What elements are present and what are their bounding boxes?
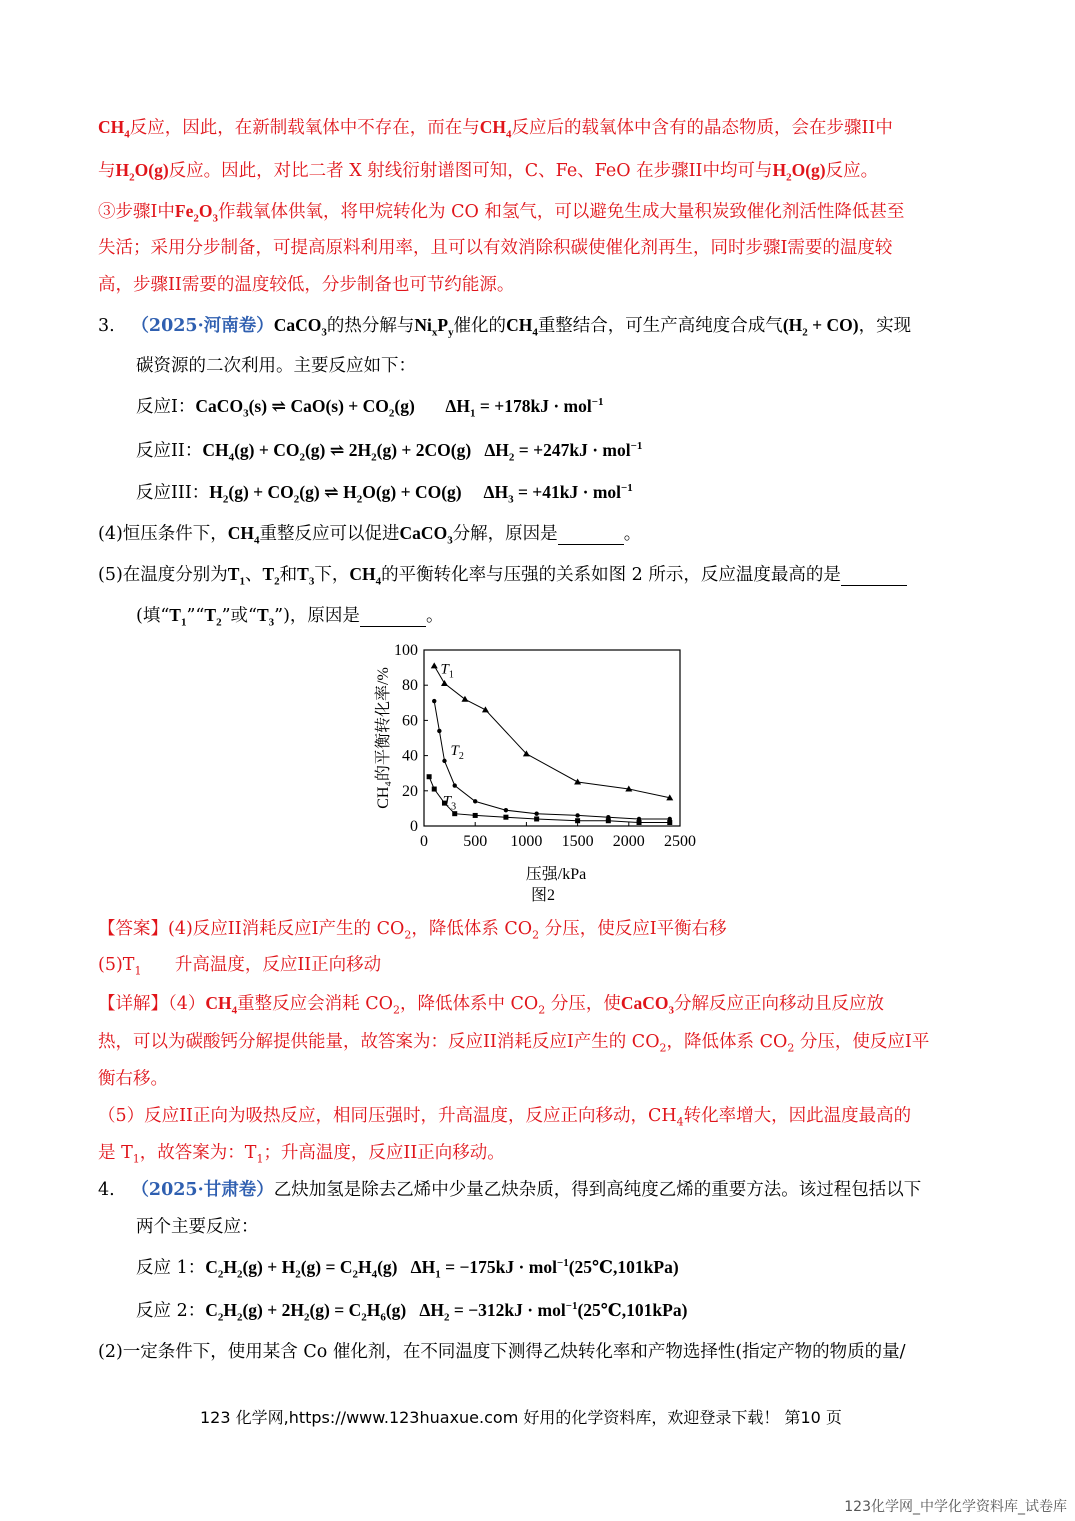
q4-reaction-1: 反应 1：$C_2H_2(g) + H_2(g) = C_2H_4(g) \Delta H_1 = -175kJ$ · mol$^{-1}$(25℃,101kPa) xyxy=(136,1257,679,1281)
data-point-T2 xyxy=(534,811,538,815)
data-point-T3 xyxy=(503,815,508,820)
data-point-T1 xyxy=(574,779,581,785)
y-tick-label: 40 xyxy=(402,747,418,765)
analysis-line-5: 高，步骤II需要的温度较低，分步制备也可节约能源。 xyxy=(98,275,515,295)
answer-line-1: 【答案】(4)反应II消耗反应I产生的 $CO_2$，降低体系 $CO_2$ 分压，使反应I平衡右移 xyxy=(98,919,727,942)
series-label-T2: $T_2$ xyxy=(450,742,464,762)
q4-line-2: 两个主要反应： xyxy=(136,1217,259,1237)
series-line-T1 xyxy=(434,666,670,798)
q3-line-2: 碳资源的二次利用。主要反应如下： xyxy=(136,356,416,376)
data-point-T3 xyxy=(637,820,642,825)
data-point-T3 xyxy=(534,816,539,821)
q3-reaction-2: 反应II：$CH_4(g) + CO_2(g)$ ⇌ $2H_2(g) + 2CO(g) \Delta H_2 = +247kJ \cdot mol^{-1}$ xyxy=(136,440,643,464)
x-tick-label: 0 xyxy=(420,833,428,850)
plot-frame xyxy=(424,650,680,826)
data-point-T1 xyxy=(461,696,468,702)
data-point-T1 xyxy=(482,706,489,712)
y-axis-label: CH₄的平衡转化率/% xyxy=(375,667,392,809)
q3-line-1: 3. （2025·河南卷）CaCO$_3$的热分解与$Ni_xP_y$催化的$CH_4$重整结合，可生产高纯度合成气$(H_2 + CO)$，实现 xyxy=(98,315,912,339)
y-tick-label: 80 xyxy=(402,677,418,695)
data-point-T2 xyxy=(504,808,508,812)
data-point-T2 xyxy=(437,729,441,733)
q3-sub-5: (5)在温度分别为$T_1$、$T_2$和$T_3$下，$CH_4$的平衡转化率与压强的关系如图 2 所示，反应温度最高的是 xyxy=(98,563,907,586)
analysis-line-3: ③步骤I中$Fe_2O_3$作载氧体供氧，将甲烷转化为 CO 和氢气，可以避免生成大量积炭致催化剂活性降低甚至 xyxy=(98,201,905,225)
q3-sub-5-cont: (填“$T_1”“T_2$”或“$T_3$”)，原因是 。 xyxy=(136,605,444,629)
data-point-T3 xyxy=(432,787,437,792)
answer-blank xyxy=(558,544,624,545)
y-tick-label: 60 xyxy=(402,712,418,730)
series-label-T3: $T_3$ xyxy=(442,793,457,813)
data-point-T3 xyxy=(473,813,478,818)
q3-reaction-3: 反应III：$H_2(g) + CO_2(g)$ ⇌ $H_2O(g) + CO(g)$ $\Delta H_3 = +41kJ \cdot mol^{-1}$ xyxy=(136,482,633,506)
data-point-T3 xyxy=(606,818,611,823)
q4-line-1: 4. （2025·甘肃卷）乙炔加氢是除去乙烯中少量乙炔杂质，得到高纯度乙烯的重要方法。该过程包括以下 xyxy=(98,1180,922,1200)
x-tick-label: 2000 xyxy=(612,833,645,850)
detail-line-5: 是 $T_1$，故答案为：$T_1$；升高温度，反应II正向移动。 xyxy=(98,1143,505,1166)
data-point-T2 xyxy=(575,813,579,817)
data-point-T2 xyxy=(432,699,436,703)
detail-line-4: （5）反应II正向为吸热反应，相同压强时，升高温度，反应正向移动，$CH_4$转化率增大，因此温度最高的 xyxy=(98,1106,912,1129)
data-point-T3 xyxy=(575,818,580,823)
answer-blank xyxy=(360,626,426,627)
data-point-T1 xyxy=(441,680,448,686)
x-axis-label: 压强/kPa xyxy=(525,866,587,883)
x-tick-label: 1500 xyxy=(561,833,594,850)
data-point-T3 xyxy=(427,774,432,779)
q3-sub-4: (4)恒压条件下，$CH_4$重整反应可以促进CaCO$_3$分解，原因是 。 xyxy=(98,523,642,547)
x-tick-label: 1000 xyxy=(510,833,543,850)
q4-sub-2: (2)一定条件下，使用某含 Co 催化剂，在不同温度下测得乙炔转化率和产物选择性(指定产物的物质的量/ xyxy=(98,1342,906,1362)
page-footer: 123 化学网,https://www.123huaxue.com 好用的化学资料库，欢迎登录下载！ 第10 页 xyxy=(200,1408,842,1427)
detail-line-1: 【详解】$(4)CH_4$重整反应会消耗 $CO_2$，降低体系中 $CO_2$ 分压，使CaCO$_3$分解反应正向移动且反应放 xyxy=(98,993,884,1017)
chart-title: 图2 xyxy=(530,887,556,904)
answer-line-2: $(5)T_1$ 升高温度，反应II正向移动 xyxy=(98,955,382,978)
x-tick-label: 2500 xyxy=(664,833,696,850)
data-point-T3 xyxy=(667,820,672,825)
q3-reaction-1: 反应I：CaCO$_3$(s) ⇌ $CaO(s) + CO_2(g)$ $\Delta H_1 = +178kJ \cdot mol^{-1}$ xyxy=(136,396,604,420)
answer-blank xyxy=(841,585,907,586)
watermark: 123化学网_中学化学资料库_试卷库 xyxy=(844,1499,1067,1515)
data-point-T2 xyxy=(453,783,457,787)
analysis-line-4: 失活；采用分步制备，可提高原料利用率，且可以有效消除积碳使催化剂再生，同时步骤I需要的温度较 xyxy=(98,238,893,258)
q4-reaction-2: 反应 2：$C_2H_2(g) + 2H_2(g) = C_2H_6(g) \Delta H_2 = -312kJ$ · mol$^{-1}$(25℃,101kPa) xyxy=(136,1300,688,1324)
data-point-T2 xyxy=(473,799,477,803)
series-line-T3 xyxy=(429,777,670,823)
analysis-line-1: $CH_4$反应，因此，在新制载氧体中不存在，而在与$CH_4$反应后的载氧体中含有的晶态物质，会在步骤II中 xyxy=(98,117,893,141)
series-label-T1: $T_1$ xyxy=(440,661,454,681)
data-point-T1 xyxy=(431,662,438,668)
detail-line-2: 热，可以为碳酸钙分解提供能量，故答案为：反应II消耗反应I产生的 $CO_2$，降低体系 $CO_2$ 分压，使反应I平 xyxy=(98,1032,930,1055)
y-tick-label: 20 xyxy=(402,782,418,800)
analysis-line-2: 与$H_2O(g)$反应。因此，对比二者 X 射线衍射谱图可知，C、Fe、FeO 在步骤II中均可与$H_2O(g)$反应。 xyxy=(98,160,879,184)
y-tick-label: 100 xyxy=(394,642,418,659)
detail-line-3: 衡右移。 xyxy=(98,1069,168,1089)
conversion-chart xyxy=(360,640,720,908)
x-tick-label: 500 xyxy=(463,833,488,850)
y-tick-label: 0 xyxy=(410,818,418,835)
series-line-T2 xyxy=(434,701,670,819)
data-point-T2 xyxy=(442,759,446,763)
